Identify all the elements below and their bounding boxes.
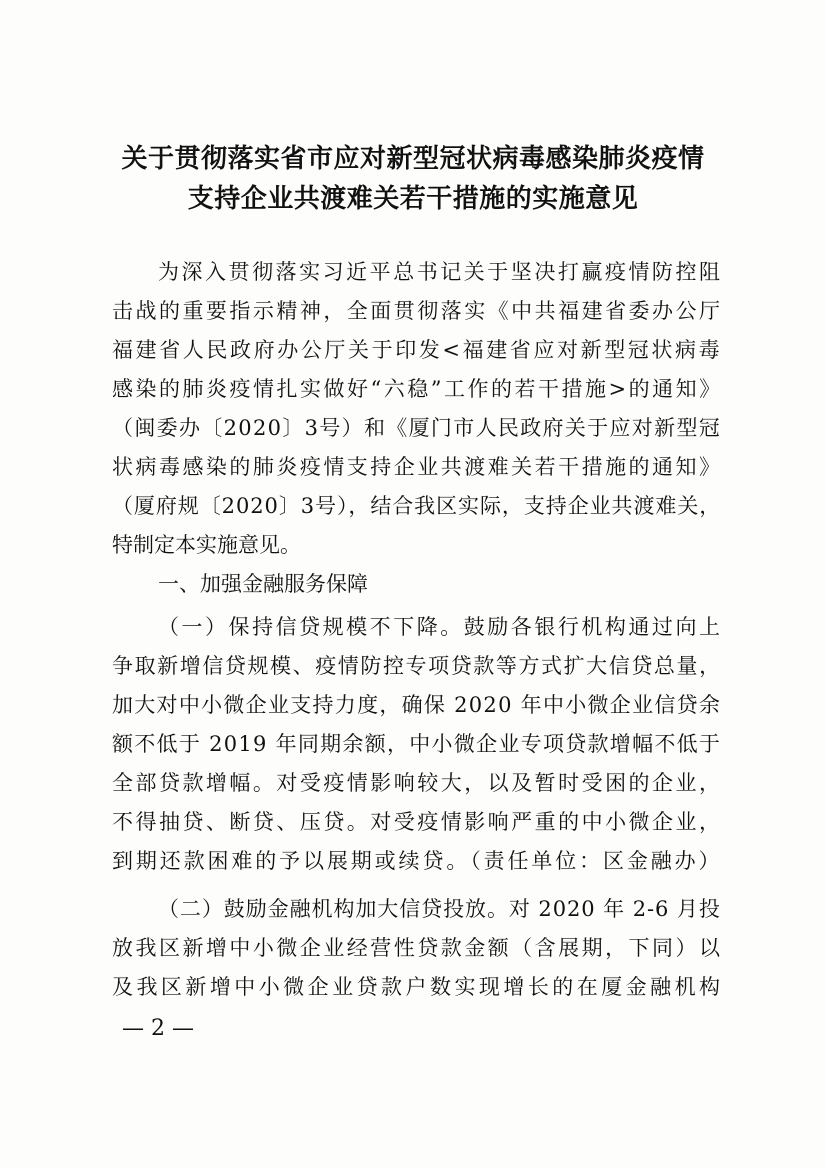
- body-line: 放我区新增中小微企业经营性贷款金额（含展期，下同）以: [112, 936, 723, 960]
- body-line: 状病毒感染的肺炎疫情支持企业共渡难关若干措施的通知》: [112, 455, 723, 479]
- body-line: 感染的肺炎疫情扎实做好“六稳”工作的若干措施>的通知》: [112, 377, 723, 401]
- body-line: 加大对中小微企业支持力度，确保 2020 年中小微企业信贷余: [112, 693, 722, 717]
- document-title-line-2: 支持企业共渡难关若干措施的实施意见: [187, 184, 639, 214]
- body-line: 争取新增信贷规模、疫情防控专项贷款等方式扩大信贷总量，: [112, 654, 722, 678]
- body-line: （闽委办〔2020〕3号）和《厦门市人民政府关于应对新型冠: [112, 416, 722, 440]
- body-line: （厦府规〔2020〕3号），结合我区实际，支持企业共渡难关，: [112, 494, 722, 518]
- body-line: 击战的重要指示精神，全面贯彻落实《中共福建省委办公厅: [112, 299, 723, 323]
- document-title-line-1: 关于贯彻落实省市应对新型冠状病毒感染肺炎疫情: [121, 144, 705, 174]
- body-line: 福建省人民政府办公厅关于印发<福建省应对新型冠状病毒: [112, 338, 723, 362]
- body-line: 为深入贯彻落实习近平总书记关于坚决打赢疫情防控阻: [158, 260, 723, 284]
- body-line: 不得抽贷、断贷、压贷。对受疫情影响严重的中小微企业，: [112, 810, 723, 834]
- body-line: 额不低于 2019 年同期余额，中小微企业专项贷款增幅不低于: [112, 732, 722, 756]
- body-line: 特制定本实施意见。: [112, 533, 301, 557]
- page-number: — 2 —: [122, 1016, 194, 1041]
- body-line: 全部贷款增幅。对受疫情影响较大，以及暂时受困的企业，: [112, 771, 723, 795]
- body-line: 到期还款困难的予以展期或续贷。（责任单位：区金融办）: [112, 849, 723, 873]
- body-line: （一）保持信贷规模不下降。鼓励各银行机构通过向上: [158, 615, 723, 639]
- body-line: 及我区新增中小微企业贷款户数实现增长的在厦金融机构: [112, 975, 724, 999]
- body-line: （二）鼓励金融机构加大信贷投放。对 2020 年 2-6 月投: [158, 897, 721, 921]
- section-heading: 一、加强金融服务保障: [158, 572, 368, 596]
